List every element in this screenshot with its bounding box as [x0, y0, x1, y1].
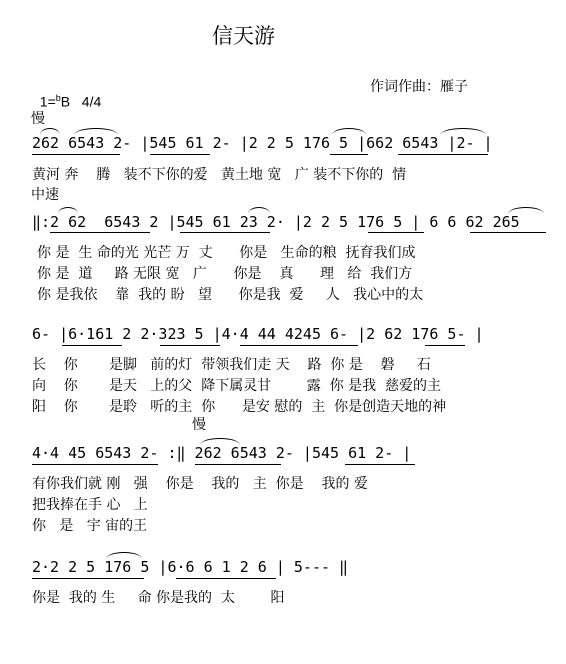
slur-arc: [40, 128, 60, 135]
slur-arc: [440, 128, 486, 135]
lyric-line-2-3: 你 是我依 靠 我的 盼 望 你是我 爱 人 我心中的太: [37, 287, 424, 303]
lyric-line-5-1: 你是 我的 生 命 你是我的 太 阳: [32, 590, 285, 606]
beam-line: [240, 345, 358, 346]
key-note: B: [60, 93, 71, 110]
slur-arc: [58, 207, 78, 214]
beam-line: [398, 154, 488, 155]
beam-line: [32, 464, 158, 465]
notation-line-2: ‖:2 62 6543 2 |545 61 23 2· |2 2 5 176 5 | 6 6 62 265: [32, 213, 520, 231]
tempo-marking: 中速: [31, 187, 59, 203]
beam-line: [330, 154, 368, 155]
key-signature: [32, 77, 101, 110]
song-title: 信天游: [212, 24, 275, 48]
beam-line: [195, 464, 281, 465]
slur-arc: [106, 552, 142, 559]
lyric-line-3-2: 向 你 是天 上的父 降下属灵甘 露 你 是我 慈爱的主: [32, 378, 442, 394]
notation-line-4: 4·4 45 6543 2- :‖ 262 6543 2- |545 61 2- |: [32, 444, 412, 462]
slur-arc: [248, 207, 270, 214]
slur-arc: [508, 207, 544, 214]
beam-line: [180, 232, 270, 233]
lyric-line-2-1: 你 是 生 命的光 光芒 万 丈 你是 生命的粮 抚育我们成: [37, 245, 416, 261]
lyric-line-3-1: 长 你 是脚 前的灯 带领我们走 天 路 你 是 磐 石: [32, 357, 431, 373]
tempo-marking: 慢: [31, 111, 45, 127]
beam-line: [176, 578, 276, 579]
time-signature: 4/4: [81, 93, 102, 110]
lyric-line-2-2: 你 是 道 路 无限 宽 广 你是 真 理 给 我们方: [37, 266, 413, 282]
beam-line: [62, 345, 122, 346]
notation-line-3: 6- |6·161 2 2·323 5 |4·4 44 4245 6- |2 62 176 5- |: [32, 325, 484, 343]
slur-arc: [200, 438, 240, 445]
beam-line: [470, 232, 546, 233]
notation-line-5: 2·2 2 5 176 5 |6·6 6 1 2 6 | 5--- ‖: [32, 558, 349, 576]
beam-line: [368, 232, 424, 233]
beam-line: [345, 464, 415, 465]
notation-line-1: 262 6543 2- |545 61 2- |2 2 5 176 5 |662 6543 |2- |: [32, 134, 493, 152]
lyric-line-3-3: 阳 你 是聆 听的主 你 是安 慰的 主 你是创造天地的神: [32, 399, 447, 415]
key-prefix: 1=: [39, 93, 56, 110]
beam-line: [32, 578, 144, 579]
tempo-marking: 慢: [192, 417, 206, 433]
slur-arc: [74, 128, 118, 135]
beam-line: [50, 232, 150, 233]
lyric-line-4-2: 把我捧在手 心 上: [32, 497, 148, 513]
lyric-line-4-3: 你 是 宇 宙的王: [32, 518, 148, 534]
author-credit: 作词作曲：雁子: [370, 79, 468, 95]
slur-arc: [332, 128, 366, 135]
beam-line: [150, 154, 210, 155]
lyric-line-1-1: 黄河 奔 腾 装不下你的爱 黄土地 宽 广 装不下你的 情: [32, 167, 407, 183]
lyric-line-4-1: 有你我们就 刚 强 你是 我的 主 你是 我的 爱: [32, 476, 368, 492]
beam-line: [32, 154, 120, 155]
flat-sign: b: [55, 93, 61, 103]
beam-line: [425, 345, 465, 346]
beam-line: [160, 345, 220, 346]
